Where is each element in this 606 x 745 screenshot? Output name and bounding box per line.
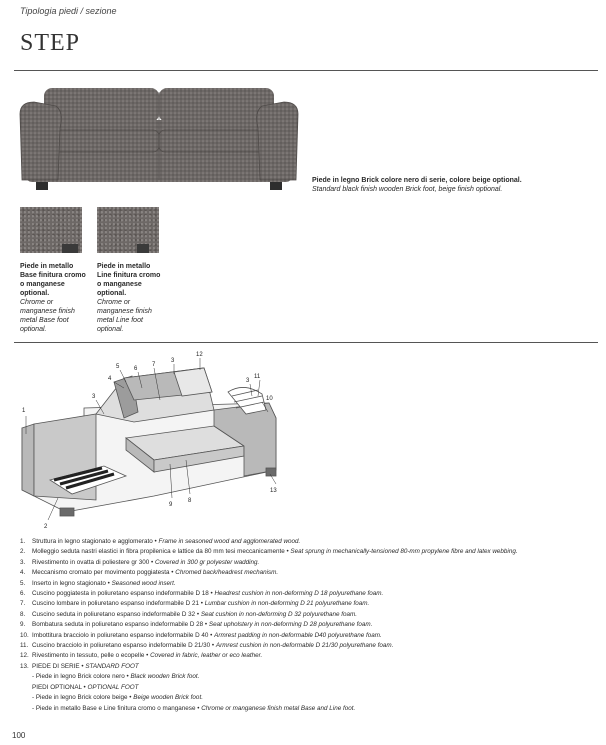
legend-it: Cuscino seduta in poliuretano espanso indeformabile D 32: [32, 610, 196, 618]
caption-line: manganese finish: [97, 308, 152, 315]
legend-row: 11. Cuscino bracciolo in poliuretano espanso indeformabile D 21/30 • Armrest cushion in non-deformable D 21/30 polyurethane foam.: [20, 641, 604, 651]
legend-number: 13.: [20, 662, 29, 670]
legend-it: Meccanismo cromato per movimento poggiatesta: [32, 569, 170, 577]
caption-line: Piede in metallo: [97, 263, 151, 270]
caption-line: o manganese: [20, 281, 65, 288]
legend-it: Rivestimento in tessuto, pelle o ecopelle: [32, 652, 145, 660]
legend-row: 6. Cuscino poggiatesta in poliuretano espanso indeformabile D 18 • Headrest cushion in non-deforming D 18 polyurethane foam.: [20, 589, 604, 599]
legend-sub-en: Beige wooden Brick foot.: [133, 694, 203, 702]
diagram-label: 9: [169, 502, 173, 508]
diagram-label: 2: [44, 524, 48, 530]
legend-en: Covered in 300 gr polyester wadding.: [154, 558, 260, 566]
legend-number: 3.: [20, 558, 26, 566]
diagram-label: 4: [108, 376, 112, 382]
foot-option-base-caption: [20, 262, 96, 334]
caption-line: optional.: [20, 290, 50, 297]
legend-en: Armrest cushion in non-deformable D 21/30 polyurethane foam.: [215, 642, 394, 650]
materials-legend: [20, 537, 604, 714]
legend-sub-it: PIEDI OPTIONAL: [32, 683, 82, 691]
main-foot-caption: [312, 176, 602, 194]
legend-sub-it: - Piede in legno Brick colore nero: [32, 673, 125, 681]
sofa-photo: [14, 84, 304, 196]
legend-it: Inserto in legno stagionato: [32, 579, 106, 587]
legend-it: Struttura in legno stagionato e agglomerato: [32, 538, 153, 545]
caption-line: o manganese: [97, 281, 142, 288]
main-foot-caption-en: Standard black finish wooden Brick foot, beige finish optional.: [312, 186, 503, 193]
section-diagram-svg: [14, 348, 304, 530]
main-foot-caption-it: Piede in legno Brick colore nero di serie, colore beige optional.: [312, 177, 522, 184]
legend-number: 5.: [20, 579, 26, 587]
legend-it: Rivestimento in ovatta di poliestere gr 300: [32, 558, 150, 566]
diagram-label: 6: [134, 366, 138, 372]
caption-line: optional.: [20, 326, 47, 333]
legend-number: 8.: [20, 610, 26, 618]
legend-sub-en: OPTIONAL FOOT: [87, 683, 139, 691]
legend-en: Frame in seasoned wood and agglomerated wood.: [158, 538, 301, 545]
section-diagram: [14, 348, 304, 530]
foot-option-base-photo: [20, 207, 82, 253]
legend-en: Headrest cushion in non-deforming D 18 polyurethane foam.: [214, 590, 384, 598]
legend-en: Seasoned wood insert.: [111, 579, 176, 587]
caption-line: Chrome or: [20, 299, 54, 306]
legend-sub-en: Chrome or manganese finish metal Base and Line foot.: [201, 704, 356, 712]
diagram-label: 5: [116, 364, 120, 370]
legend-it: Cuscino lombare in poliuretano espanso indeformabile D 21: [32, 600, 199, 608]
caption-line: optional.: [97, 326, 124, 333]
diagram-label: 12: [196, 352, 203, 358]
legend-it: Bombatura seduta in poliuretano espanso indeformabile D 28: [32, 621, 204, 629]
diagram-label: 8: [188, 498, 192, 504]
caption-line: Base finitura cromo: [20, 272, 86, 279]
caption-line: metal Line foot: [97, 317, 143, 324]
caption-line: optional.: [97, 290, 127, 297]
legend-row: 13. PIEDE DI SERIE • STANDARD FOOT: [20, 662, 604, 672]
legend-sub-en: Black wooden Brick foot.: [130, 673, 200, 681]
legend-number: 1.: [20, 538, 26, 545]
legend-it: Imbottitura bracciolo in poliuretano espanso indeformabile D 40: [32, 631, 209, 639]
caption-line: metal Base foot: [20, 317, 69, 324]
legend-row: 3. Rivestimento in ovatta di poliestere gr 300 • Covered in 300 gr polyester wadding.: [20, 558, 604, 568]
legend-en: Seat sprung in mechanically-tensioned 80-mm propylene fibre and latex webbing.: [290, 548, 518, 556]
legend-number: 11.: [20, 642, 29, 650]
legend-it: PIEDE DI SERIE: [32, 662, 80, 670]
legend-it: Cuscino bracciolo in poliuretano espanso indeformabile D 21/30: [32, 642, 211, 650]
legend-row: 1. Struttura in legno stagionato e agglomerato • Frame in seasoned wood and agglomerated wood.: [20, 537, 604, 547]
page-number: 100: [12, 731, 26, 740]
legend-sub-it: - Piede in legno Brick colore beige: [32, 694, 128, 702]
legend-sub-row: - Piede in legno Brick colore nero • Black wooden Brick foot.: [32, 673, 200, 681]
caption-line: Line finitura cromo: [97, 272, 161, 279]
legend-en: Seat cushion in non-deforming D 32 polyurethane foam.: [200, 610, 357, 618]
legend-number: 2.: [20, 548, 26, 556]
legend-row: 5. Inserto in legno stagionato • Seasoned wood insert.: [20, 579, 604, 589]
legend-en: Chromed back/headrest mechanism.: [175, 569, 279, 577]
legend-sub-row: - Piede in metallo Base e Line finitura cromo o manganese • Chrome or manganese finish metal Base and Line foot.: [32, 704, 356, 712]
legend-row: 7. Cuscino lombare in poliuretano espanso indeformabile D 21 • Lumbar cushion in non-deforming D 21 polyurethane foam.: [20, 599, 604, 609]
diagram-label: 3: [246, 378, 250, 384]
legend-row: 2. Molleggio seduta nastri elastici in fibra propilenica e lattice da 80 mm tesi meccanicamente • Seat sprung in mechanically-tensioned 80-mm propylene fibre and latex webbing.: [20, 547, 604, 557]
sofa-illustration: [14, 84, 304, 196]
diagram-label: 13: [270, 488, 277, 494]
top-divider: [14, 70, 598, 71]
legend-number: 4.: [20, 569, 26, 577]
legend-en: Seat upholstery in non-deforming D 28 polyurethane foam.: [208, 621, 373, 629]
legend-en: Covered in fabric, leather or eco leather.: [150, 652, 263, 660]
metal-base-foot: [62, 244, 78, 253]
legend-row: 8. Cuscino seduta in poliuretano espanso indeformabile D 32 • Seat cushion in non-deforming D 32 polyurethane foam.: [20, 610, 604, 620]
middle-divider: [14, 342, 598, 343]
legend-row: 12. Rivestimento in tessuto, pelle o ecopelle • Covered in fabric, leather or eco leather.: [20, 651, 604, 661]
foot-option-line-caption: [97, 262, 173, 334]
caption-line: Chrome or: [97, 299, 131, 306]
legend-en: Armrest padding in non-deformable D40 polyurethane foam.: [214, 631, 382, 639]
legend-sub-row: PIEDI OPTIONAL • OPTIONAL FOOT: [32, 683, 139, 691]
legend-number: 6.: [20, 590, 26, 598]
diagram-label: 1: [22, 408, 26, 414]
legend-number: 7.: [20, 600, 26, 608]
diagram-label: 10: [266, 396, 273, 402]
legend-row: 10. Imbottitura bracciolo in poliuretano espanso indeformabile D 40 • Armrest padding in non-deformable D40 polyurethane foam.: [20, 631, 604, 641]
section-label: Tipologia piedi / sezione: [20, 6, 117, 16]
metal-line-foot: [137, 244, 149, 253]
caption-line: Piede in metallo: [20, 263, 74, 270]
legend-en: STANDARD FOOT: [85, 662, 139, 670]
legend-it: Cuscino poggiatesta in poliuretano espanso indeformabile D 18: [32, 590, 209, 598]
legend-number: 12.: [20, 652, 29, 660]
diagram-label: 3: [171, 358, 175, 364]
legend-row: 4. Meccanismo cromato per movimento poggiatesta • Chromed back/headrest mechanism.: [20, 568, 604, 578]
legend-number: 10.: [20, 631, 29, 639]
legend-sub-row: - Piede in legno Brick colore beige • Beige wooden Brick foot.: [32, 694, 203, 702]
legend-row: 9. Bombatura seduta in poliuretano espanso indeformabile D 28 • Seat upholstery in non-deforming D 28 polyurethane foam.: [20, 620, 604, 630]
diagram-label: 11: [254, 374, 261, 380]
caption-line: manganese finish: [20, 308, 75, 315]
diagram-label: 7: [152, 362, 156, 368]
product-title: STEP: [20, 30, 81, 56]
legend-it: Molleggio seduta nastri elastici in fibra propilenica e lattice da 80 mm tesi meccanicamente: [32, 548, 285, 556]
legend-en: Lumbar cushion in non-deforming D 21 polyurethane foam.: [204, 600, 370, 608]
foot-option-line-photo: [97, 207, 159, 253]
legend-number: 9.: [20, 621, 26, 629]
diagram-label: 3: [92, 394, 96, 400]
legend-sub-it: - Piede in metallo Base e Line finitura cromo o manganese: [32, 704, 196, 712]
